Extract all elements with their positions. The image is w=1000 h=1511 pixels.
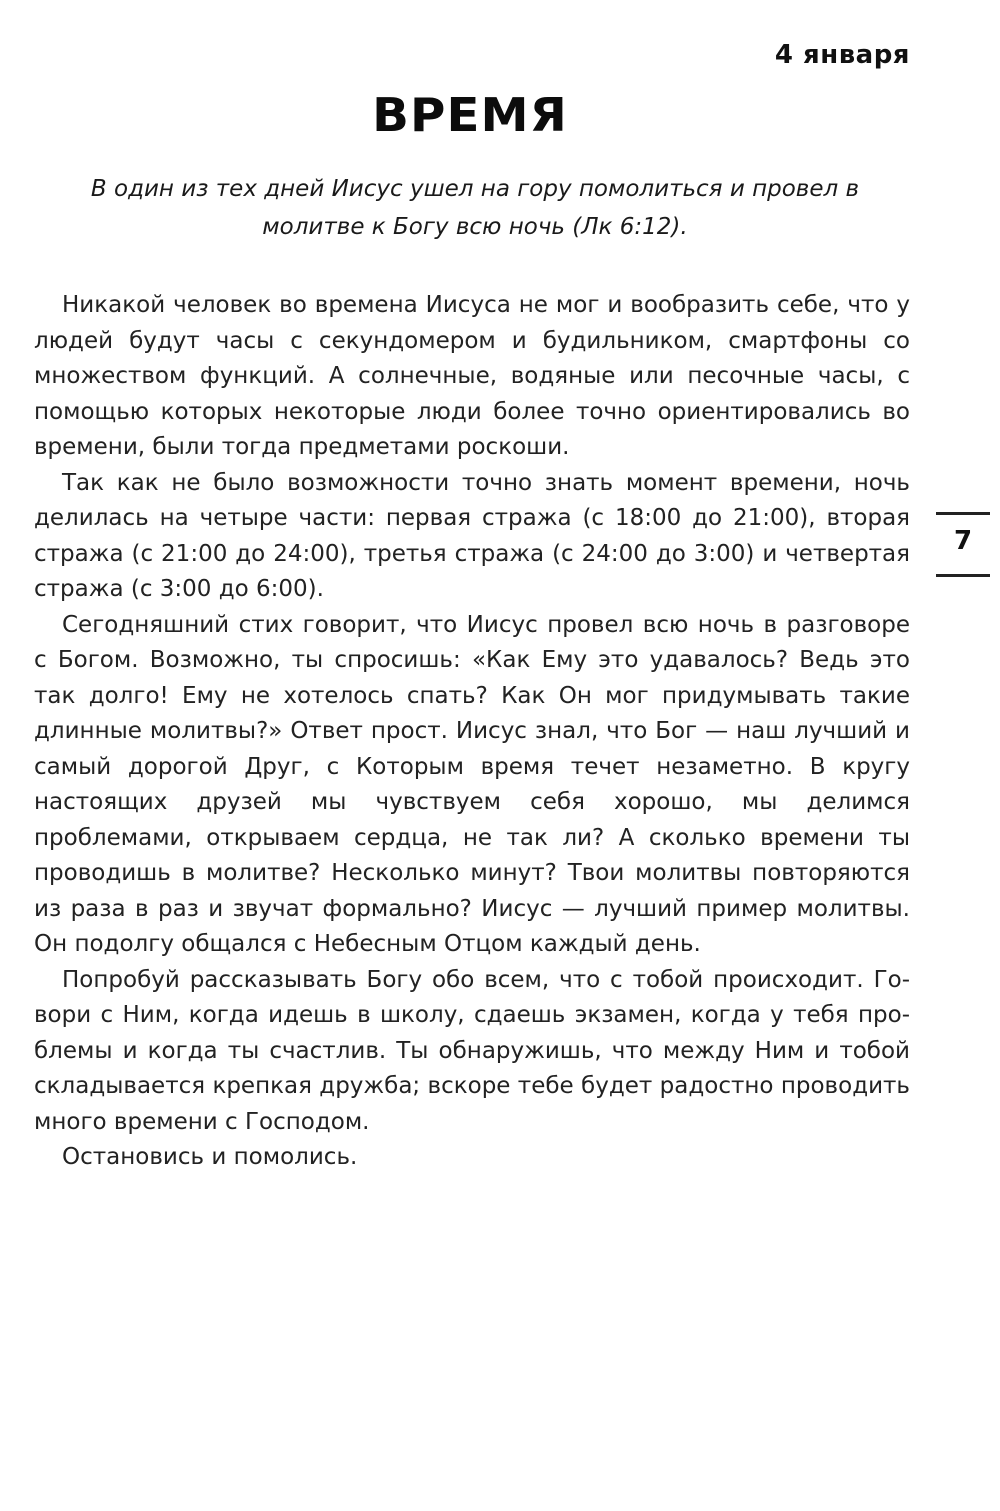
page-number-marker — [936, 512, 990, 578]
paragraph: Остановись и помолись. — [62, 1144, 358, 1170]
marker-top-rule — [936, 512, 990, 515]
article-body — [34, 288, 910, 1176]
paragraph: Сегодняшний стих говорит, что Иисус провел всю ночь в разговоре с Богом. Возможно, ты спросишь: «Как Ему это удавалось? Ведь это так долго! Ему не хотелось спать? Как Он мог придумывать такие длинные молитвы?» Ответ прост. Иисус знал, что Бог — наш лучший и самый дорогой Друг, с Которым время течет незаметно. В кругу настоящих друзей мы чувствуем себя хорошо, мы делимся проблемами, открываем сердца, не так ли? А сколько времени ты проводишь в молитве? Несколько минут? Твои молитвы повторяются из раза в раз и звучат формально? Иисус — лучший пример молитвы. Он подолгу общался с Небесным Отцом каждый день. — [34, 611, 910, 957]
paragraph: Попробуй рассказывать Богу обо всем, что с тобой происходит. Говори с Ним, когда идешь в школу, сдаешь экзамен, когда у тебя проблемы и когда ты счастлив. Ты обнаружишь, что между Ним и тобой складывается крепкая дружба; вскоре тебе будет радостно проводить много времени с Господом. — [34, 966, 910, 1135]
paragraph: Никакой человек во времена Иисуса не мог и вообразить себе, что у людей будут часы с секундомером и будильником, смартфоны со множеством функций. А солнечные, водяные или песочные часы, с помощью которых некоторые люди более точно ориентировались во времени, были тогда предметами роскоши. — [34, 292, 910, 460]
marker-bottom-rule — [936, 574, 990, 577]
paragraph: Так как не было возможности точно знать момент времени, ночь делилась на четыре части: первая стража (с 18:00 до 21:00), вторая стража (с 21:00 до 24:00), третья стража (с 24:00 до 3:00) и четвертая стража (с 3:00 до 6:00). — [34, 469, 910, 602]
article-title: ВРЕМЯ — [372, 88, 568, 142]
epigraph-verse: В один из тех дней Иисус ушел на гору помолиться и провел в молитве к Богу всю ночь (Лк 6:12). — [90, 176, 860, 240]
page-number: 7 — [953, 526, 973, 556]
page-date: 4 января — [774, 40, 910, 70]
